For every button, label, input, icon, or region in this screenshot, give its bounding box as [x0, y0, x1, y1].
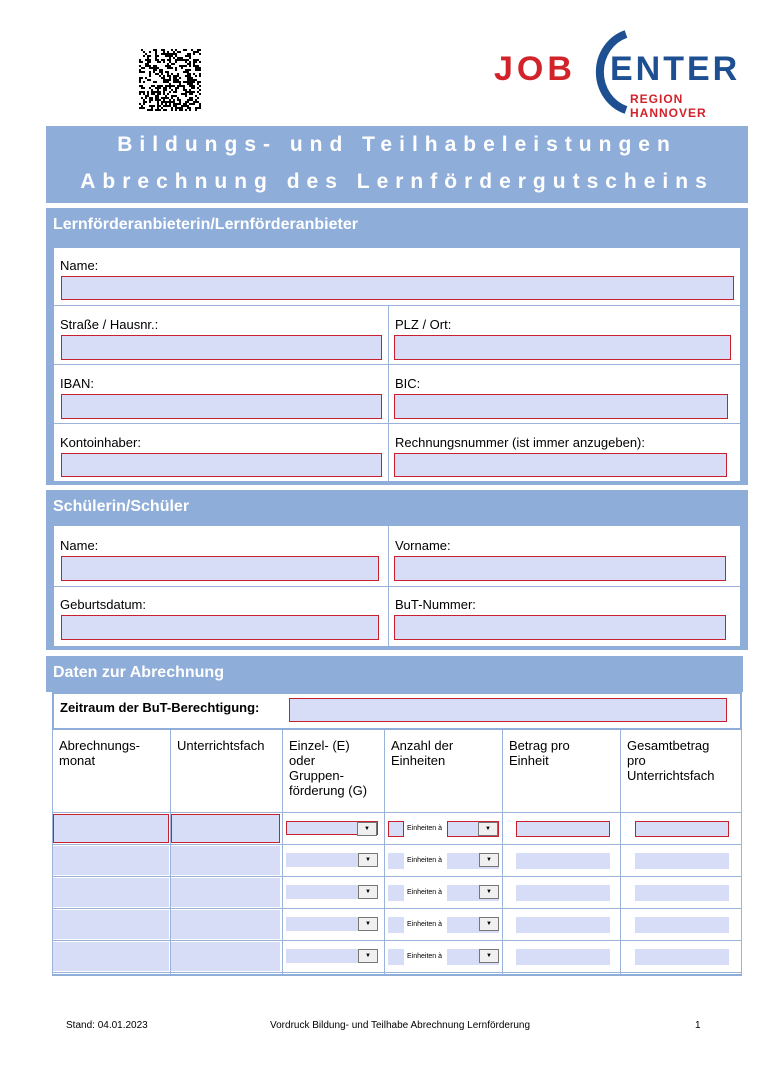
student-heading: Schülerin/Schüler: [46, 490, 748, 524]
bic-label: BIC:: [395, 376, 421, 391]
units-count-field[interactable]: [388, 853, 404, 869]
birthdate-label: Geburtsdatum:: [60, 597, 146, 612]
subject-field[interactable]: [171, 846, 280, 875]
chevron-down-icon[interactable]: ▼: [479, 917, 499, 931]
amount-per-unit-field[interactable]: [516, 853, 610, 869]
subject-field[interactable]: [171, 814, 280, 843]
column-header: Unterrichtsfach: [177, 738, 265, 753]
month-field[interactable]: [53, 814, 169, 843]
chevron-down-icon[interactable]: ▼: [478, 822, 498, 836]
iban-label: IBAN:: [60, 376, 94, 391]
chevron-down-icon[interactable]: ▼: [357, 822, 377, 836]
month-field[interactable]: [53, 942, 169, 971]
units-label: Einheiten à: [407, 953, 443, 960]
amount-per-unit-field[interactable]: [516, 885, 610, 901]
type-dropdown[interactable]: [286, 917, 378, 931]
units-dropdown[interactable]: [447, 949, 499, 965]
amount-per-unit-field[interactable]: [516, 949, 610, 965]
provider-zip-field[interactable]: [394, 335, 731, 360]
type-dropdown[interactable]: [286, 853, 378, 867]
student-section: [46, 490, 748, 650]
invoice-field[interactable]: [394, 453, 727, 477]
provider-street-field[interactable]: [61, 335, 382, 360]
units-dropdown[interactable]: [447, 853, 499, 869]
student-firstname-label: Vorname:: [395, 538, 451, 553]
row-divider: [52, 972, 742, 973]
chevron-down-icon[interactable]: ▼: [479, 885, 499, 899]
student-name-label: Name:: [60, 538, 99, 553]
column-header: Betrag pro Einheit: [509, 738, 570, 768]
bic-field[interactable]: [394, 394, 728, 419]
subject-field[interactable]: [171, 910, 280, 939]
jobcenter-logo: [494, 28, 749, 120]
period-row: [52, 692, 742, 730]
chevron-down-icon[interactable]: ▼: [358, 853, 378, 867]
billing-section: [46, 656, 743, 976]
invoice-label: Rechnungsnummer (ist immer anzugeben):: [395, 435, 645, 450]
birthdate-field[interactable]: [61, 615, 379, 640]
iban-field[interactable]: [61, 394, 382, 419]
type-dropdown[interactable]: [286, 821, 378, 835]
units-count-field[interactable]: [388, 885, 404, 901]
but-number-label: BuT-Nummer:: [395, 597, 476, 612]
logo-job: JOB: [494, 50, 576, 88]
total-amount-field[interactable]: [635, 917, 729, 933]
units-dropdown[interactable]: [447, 885, 499, 901]
qr-code: [139, 49, 201, 111]
units-count-field[interactable]: [388, 949, 404, 965]
units-dropdown[interactable]: [447, 917, 499, 933]
units-label: Einheiten à: [407, 857, 443, 864]
total-amount-field[interactable]: [635, 885, 729, 901]
column-header: Gesamtbetrag pro Unterrichtsfach: [627, 738, 715, 783]
column-header: Einzel- (E) oder Gruppen- förderung (G): [289, 738, 368, 798]
row-divider: [52, 876, 742, 877]
chevron-down-icon[interactable]: ▼: [358, 949, 378, 963]
logo-enter: ENTER: [610, 50, 741, 88]
period-field[interactable]: [289, 698, 727, 722]
but-number-field[interactable]: [394, 615, 726, 640]
units-label: Einheiten à: [407, 889, 443, 896]
month-field[interactable]: [53, 846, 169, 875]
subject-field[interactable]: [171, 878, 280, 907]
provider-name-label: Name:: [60, 258, 99, 273]
total-amount-field[interactable]: [635, 821, 729, 837]
student-firstname-field[interactable]: [394, 556, 726, 581]
type-dropdown[interactable]: [286, 949, 378, 963]
student-name-field[interactable]: [61, 556, 379, 581]
form-title: [46, 126, 748, 203]
units-label: Einheiten à: [407, 921, 443, 928]
provider-zip-label: PLZ / Ort:: [395, 317, 452, 332]
chevron-down-icon[interactable]: ▼: [479, 853, 499, 867]
type-dropdown[interactable]: [286, 885, 378, 899]
units-count-field[interactable]: [388, 821, 404, 837]
chevron-down-icon[interactable]: ▼: [358, 885, 378, 899]
logo-region: REGION HANNOVER: [630, 92, 707, 120]
row-divider: [52, 908, 742, 909]
units-count-field[interactable]: [388, 917, 404, 933]
units-label: Einheiten à: [407, 825, 443, 832]
provider-body: [54, 248, 740, 481]
provider-heading: Lernförderanbieterin/Lernförderanbieter: [46, 208, 748, 242]
provider-street-label: Straße / Hausnr.:: [60, 317, 159, 332]
column-header: Abrechnungs- monat: [59, 738, 140, 768]
provider-name-field[interactable]: [61, 276, 734, 300]
row-divider: [52, 940, 742, 941]
total-amount-field[interactable]: [635, 949, 729, 965]
footer-title: Vordruck Bildung- und Teilhabe Abrechnung Lernförderung: [270, 1020, 530, 1031]
amount-per-unit-field[interactable]: [516, 821, 610, 837]
month-field[interactable]: [53, 910, 169, 939]
chevron-down-icon[interactable]: ▼: [358, 917, 378, 931]
month-field[interactable]: [53, 878, 169, 907]
billing-heading: Daten zur Abrechnung: [46, 656, 743, 692]
column-header: Anzahl der Einheiten: [391, 738, 454, 768]
table-bottom: [52, 974, 742, 976]
billing-table: [52, 730, 742, 976]
units-dropdown[interactable]: [447, 821, 499, 837]
holder-label: Kontoinhaber:: [60, 435, 141, 450]
chevron-down-icon[interactable]: ▼: [479, 949, 499, 963]
holder-field[interactable]: [61, 453, 382, 477]
subject-field[interactable]: [171, 942, 280, 971]
footer-date: Stand: 04.01.2023: [66, 1020, 148, 1031]
provider-section: [46, 208, 748, 485]
amount-per-unit-field[interactable]: [516, 917, 610, 933]
row-divider: [52, 844, 742, 845]
total-amount-field[interactable]: [635, 853, 729, 869]
row-divider: [52, 812, 742, 813]
footer-page: 1: [695, 1020, 701, 1031]
period-label: Zeitraum der BuT-Berechtigung:: [60, 700, 260, 715]
title-line2: Abrechnung des Lernfördergutscheins: [80, 170, 714, 193]
student-body: [54, 526, 740, 646]
title-line1: Bildungs- und Teilhabeleistungen: [117, 133, 677, 156]
